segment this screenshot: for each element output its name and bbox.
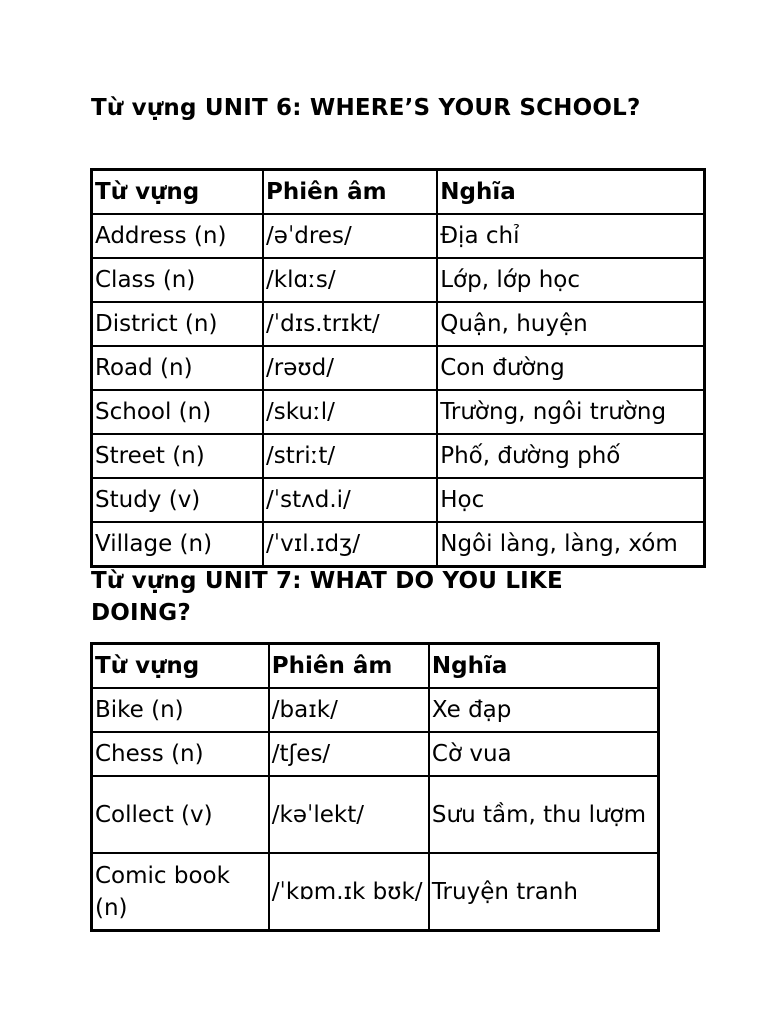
- word-cell: School (n): [92, 390, 263, 434]
- meaning-cell: Ngôi làng, làng, xóm: [437, 522, 704, 566]
- table-row: [92, 853, 658, 930]
- meaning-cell: Học: [437, 478, 704, 522]
- word-cell: Village (n): [92, 522, 263, 566]
- pronunciation-cell: /əˈdres/: [263, 214, 437, 258]
- table-row: [92, 302, 704, 346]
- table-header-row: [92, 644, 658, 688]
- table-row: [92, 522, 704, 566]
- header-meaning: Nghĩa: [437, 170, 704, 214]
- word-cell: Study (v): [92, 478, 263, 522]
- unit6-vocab-table: [90, 168, 706, 568]
- unit7-vocab-table: [90, 642, 660, 932]
- header-pronunciation: Phiên âm: [263, 170, 437, 214]
- table-row: [92, 688, 658, 732]
- word-cell: District (n): [92, 302, 263, 346]
- meaning-cell: Cờ vua: [429, 732, 658, 776]
- table-row: [92, 732, 658, 776]
- pronunciation-cell: /ˈstʌd.i/: [263, 478, 437, 522]
- pronunciation-cell: /baɪk/: [269, 688, 429, 732]
- meaning-cell: Xe đạp: [429, 688, 658, 732]
- pronunciation-cell: /klɑːs/: [263, 258, 437, 302]
- header-word: Từ vựng: [92, 644, 269, 688]
- word-cell: Collect (v): [92, 776, 269, 853]
- meaning-cell: Truyện tranh: [429, 853, 658, 930]
- meaning-cell: Lớp, lớp học: [437, 258, 704, 302]
- unit7-title: Từ vựng UNIT 7: WHAT DO YOU LIKE DOING?: [91, 568, 563, 626]
- unit6-title: Từ vựng UNIT 6: WHERE’S YOUR SCHOOL?: [91, 95, 641, 121]
- pronunciation-cell: /ˈkɒm.ɪk bʊk/: [269, 853, 429, 930]
- word-cell: Address (n): [92, 214, 263, 258]
- pronunciation-cell: /kəˈlekt/: [269, 776, 429, 853]
- meaning-cell: Sưu tầm, thu lượm: [429, 776, 658, 853]
- header-pronunciation: Phiên âm: [269, 644, 429, 688]
- pronunciation-cell: /skuːl/: [263, 390, 437, 434]
- table-row: [92, 346, 704, 390]
- header-meaning: Nghĩa: [429, 644, 658, 688]
- table-header-row: [92, 170, 704, 214]
- pronunciation-cell: /ˈvɪl.ɪdʒ/: [263, 522, 437, 566]
- pronunciation-cell: /ˈdɪs.trɪkt/: [263, 302, 437, 346]
- word-cell: Class (n): [92, 258, 263, 302]
- table-row: [92, 434, 704, 478]
- meaning-cell: Quận, huyện: [437, 302, 704, 346]
- table-row: [92, 776, 658, 853]
- table-row: [92, 478, 704, 522]
- meaning-cell: Địa chỉ: [437, 214, 704, 258]
- pronunciation-cell: /striːt/: [263, 434, 437, 478]
- pronunciation-cell: /rəʊd/: [263, 346, 437, 390]
- word-cell: Road (n): [92, 346, 263, 390]
- header-word: Từ vựng: [92, 170, 263, 214]
- meaning-cell: Trường, ngôi trường: [437, 390, 704, 434]
- word-cell: Street (n): [92, 434, 263, 478]
- pronunciation-cell: /tʃes/: [269, 732, 429, 776]
- meaning-cell: Con đường: [437, 346, 704, 390]
- table-row: [92, 214, 704, 258]
- word-cell: Bike (n): [92, 688, 269, 732]
- table-row: [92, 258, 704, 302]
- table-row: [92, 390, 704, 434]
- word-cell: Comic book (n): [92, 853, 269, 930]
- meaning-cell: Phố, đường phố: [437, 434, 704, 478]
- word-cell: Chess (n): [92, 732, 269, 776]
